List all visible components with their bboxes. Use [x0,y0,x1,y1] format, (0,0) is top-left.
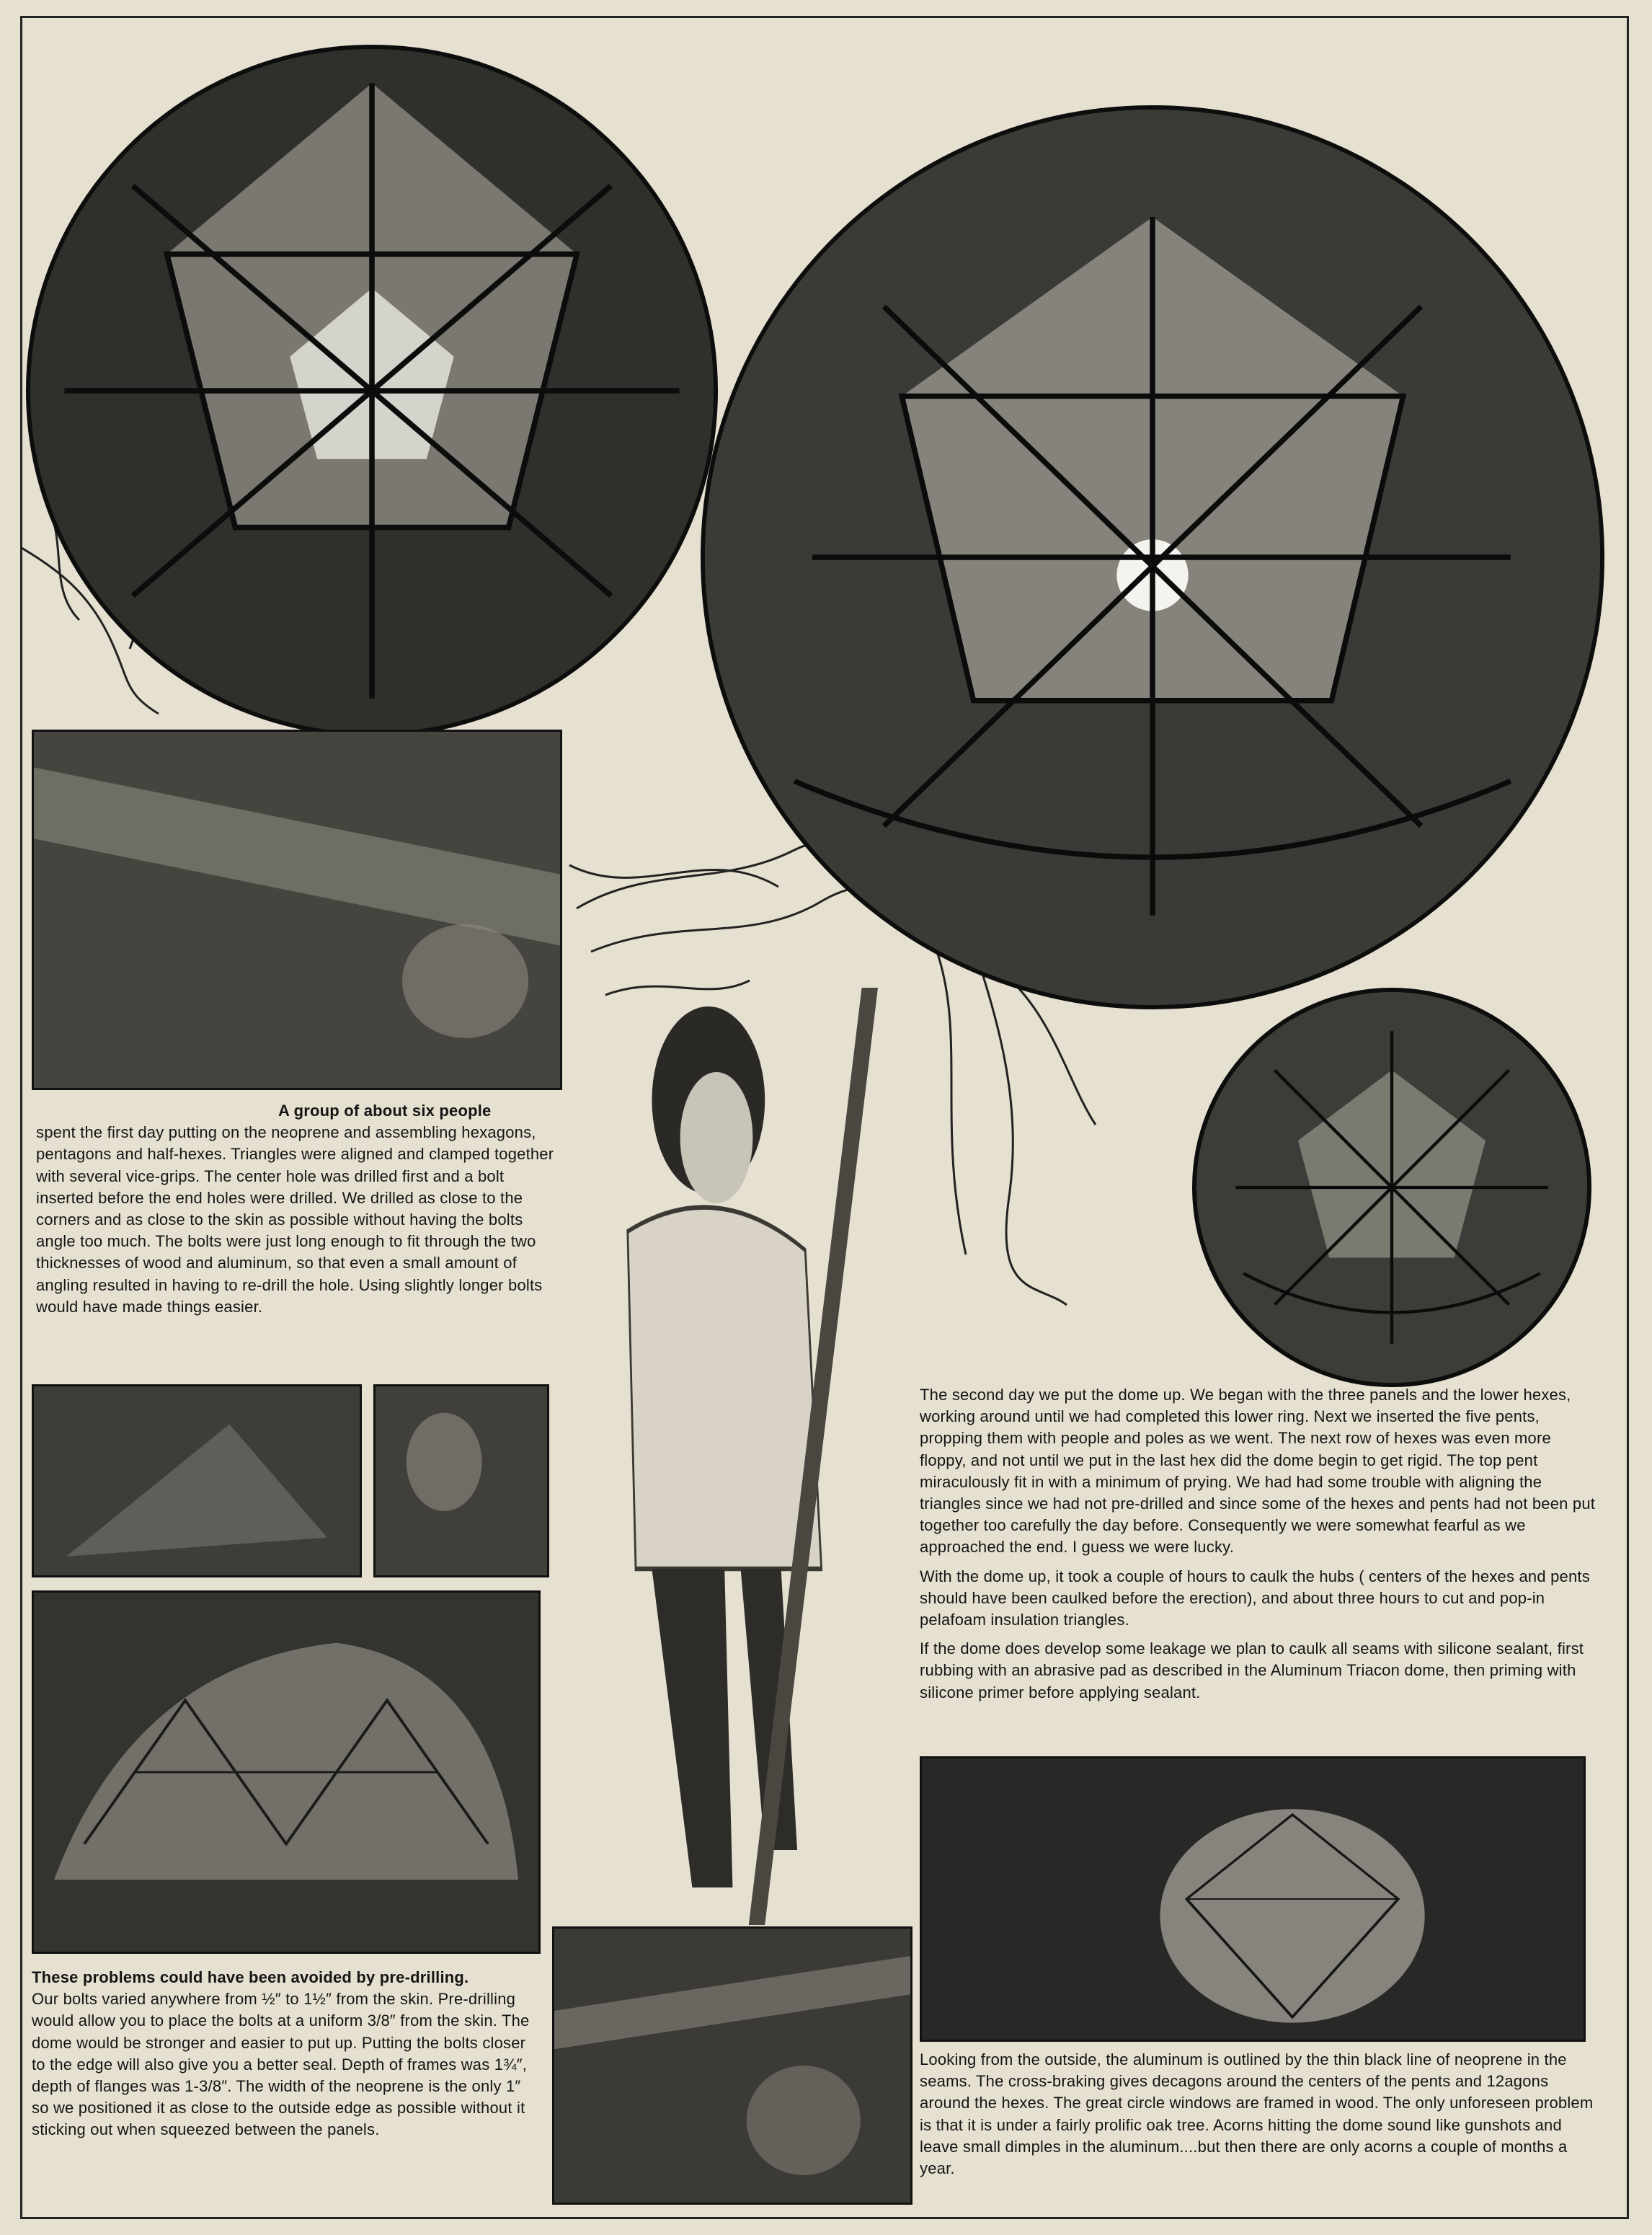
caption-day-one-lead: A group of about six people [278,1102,492,1120]
caption-second-day [920,1384,1596,1711]
caption-second-day-p2: With the dome up, it took a couple of hours to caulk the hubs ( centers of the hexes and pents should have been caulked before the erection), and about three hours to cut and pop-in pelafoam insulation triangles. [920,1567,1590,1629]
fisheye-photo-interior-small [1192,988,1591,1387]
caption-day-one-body: spent the first day putting on the neoprene and assembling hexagons, pentagons and half-hexes. Triangles were aligned and clamped together with several vice-grips. The center hole was drilled first and a bolt inserted before the end holes were drilled. We drilled as close to the corners and as close to the skin as possible without having the bolts angle too much. The bolts were just long enough to fit through the two thicknesses of wood and aluminum, so that even a small amount of angling resulted in having to re-drill the hole. Using slightly longer bolts would have made things easier. [36,1123,554,1316]
caption-second-day-p1: The second day we put the dome up. We began with the three panels and the lower hexes, working around until we had completed this lower ring. Next we inserted the five pents, propping them with people and poles as we went. The next row of hexes was even more floppy, and not until we put in the last hex did the dome begin to get rigid. The top pent miraculously fit in with a minimum of prying. We had had some trouble with aligning the triangles since we had not pre-drilled and since some of the hexes and pents had not been put together too carefully the day before. Consequently we were somewhat fearful as we approached the end. I guess we were lucky. [920,1386,1596,1557]
caption-outside [920,2049,1596,2187]
caption-second-day-p3: If the dome does develop some leakage we plan to caulk all seams with silicone sealant, first rubbing with an abrasive pad as described in the Aluminum Triacon dome, then priming with silicone primer before applying sealant. [920,1639,1584,1701]
photo-dome-frame-exterior [32,1590,541,1954]
caption-outside-body: Looking from the outside, the aluminum is outlined by the thin black line of neoprene in the seams. The cross-braking gives decagons around the centers of the pents and 12agons around the hexes. The great circle windows are framed in wood. The only unforeseen problem is that it is under a fairly prolific oak tree. Acorns hitting the dome sound like gunshots and leave small dimples in the aluminum....but then there are only acorns a couple of months a year. [920,2050,1594,2178]
photo-vice-grips-right [373,1384,549,1577]
fisheye-photo-interior-large [701,105,1604,1009]
photo-assembling-panels [32,730,562,1090]
fisheye-photo-interior-top-left [26,45,718,737]
photo-hands-pole [552,1926,912,2205]
caption-predrilling-body: Our bolts varied anywhere from ½″ to 1½″ from the skin. Pre-drilling would allow you to place the bolts at a uniform 3/8″ from the skin. The dome would be stronger and easier to put up. Putting the bolts closer to the edge will also give you a better seal. Depth of frames was 1¾″, depth of flanges was 1-3/8″. The width of the neoprene is the only 1″ so we positioned it as close to the outside edge as possible without it sticking out when squeezed between the panels. [32,1990,530,2139]
caption-day-one [36,1100,555,1325]
photo-vice-grips-left [32,1384,362,1577]
caption-predrilling-lead: These problems could have been avoided by pre-drilling. [32,1968,469,1986]
caption-predrilling [32,1967,536,2148]
photo-man-with-pole [555,988,959,1925]
photo-dome-exterior-forest [920,1756,1586,2042]
